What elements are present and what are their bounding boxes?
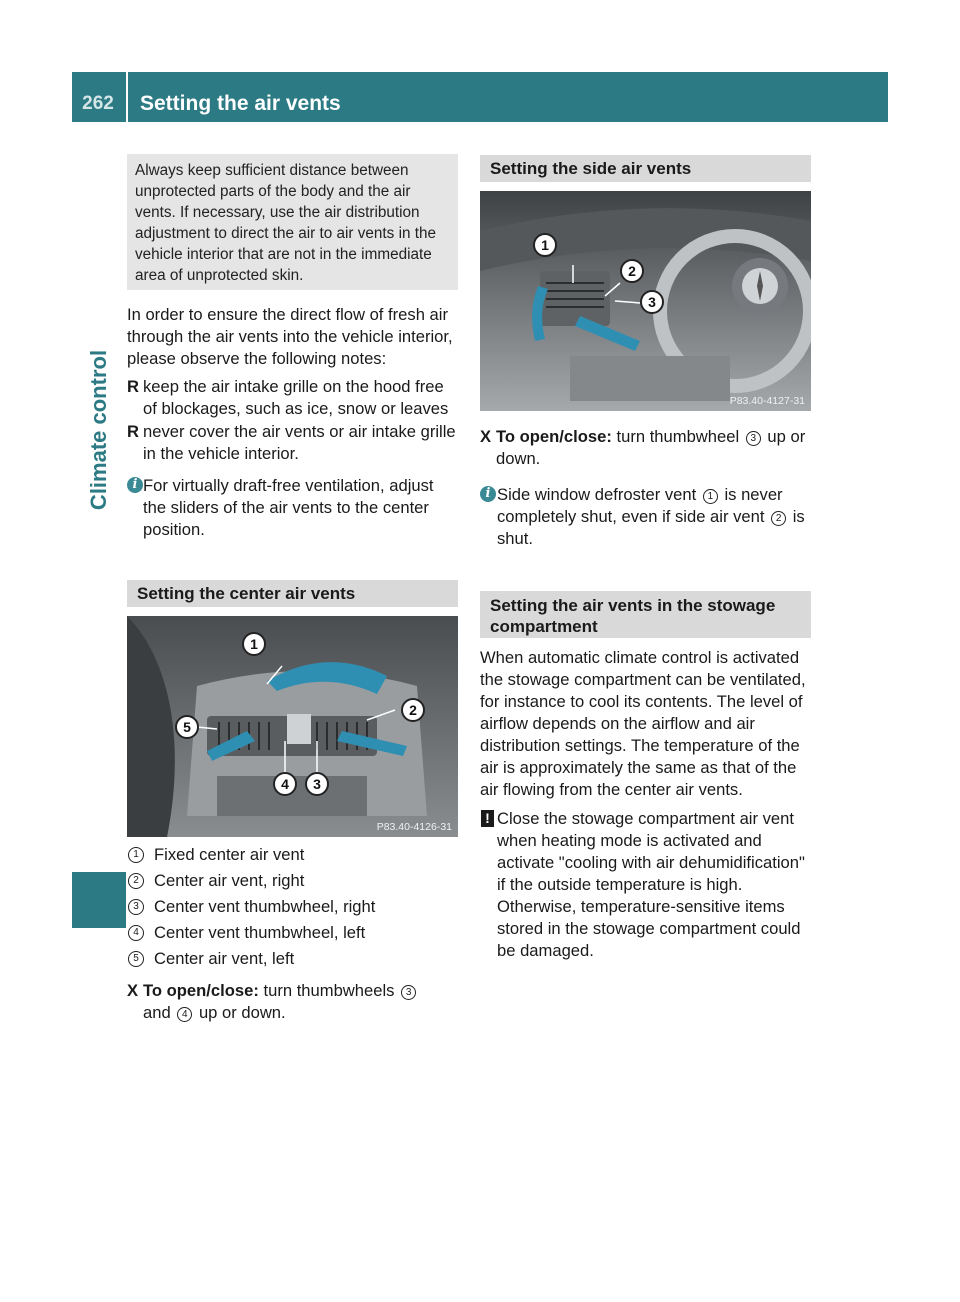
info-text: Side window defroster vent xyxy=(497,485,697,504)
stowage-heading: Setting the air vents in the stowage compartment xyxy=(480,591,811,638)
callout-1: 1 xyxy=(242,632,266,656)
legend-number: 2 xyxy=(128,873,144,889)
step-arrow-icon: X xyxy=(480,427,492,446)
callout-1: 1 xyxy=(533,233,557,257)
ref-1: 1 xyxy=(703,489,718,504)
legend-number: 5 xyxy=(128,951,144,967)
legend-item xyxy=(128,948,458,970)
info-icon: i xyxy=(480,486,496,502)
legend-number: 4 xyxy=(128,925,144,941)
side-tab-text: Climate control xyxy=(86,349,112,511)
ref-3: 3 xyxy=(746,431,761,446)
bullet-text: never cover the air vents or air intake grille in the vehicle interior. xyxy=(143,422,456,463)
side-step xyxy=(480,426,812,470)
ref-4: 4 xyxy=(177,1007,192,1022)
figure-code: P83.40-4127-31 xyxy=(729,395,805,407)
step-label: To open/close: xyxy=(496,427,612,446)
callout-5: 5 xyxy=(175,715,199,739)
callout-4: 4 xyxy=(273,772,297,796)
info-text: is never completely shut, even if side air vent xyxy=(497,485,783,526)
step-text: up or down. xyxy=(496,427,806,468)
side-tab-label xyxy=(86,300,112,560)
step-text: turn thumbwheel xyxy=(616,427,740,446)
legend-item xyxy=(128,844,458,866)
bullet-icon: R xyxy=(127,377,139,396)
center-vents-figure xyxy=(127,616,458,837)
page-title: Setting the air vents xyxy=(140,92,341,115)
step-text: and xyxy=(143,1003,171,1022)
ref-2: 2 xyxy=(771,511,786,526)
info-icon: i xyxy=(127,477,143,493)
figure-code: P83.40-4126-31 xyxy=(376,821,452,833)
legend-text: Center vent thumbwheel, right xyxy=(154,897,376,916)
legend-number: 1 xyxy=(128,847,144,863)
header-divider xyxy=(126,72,128,122)
legend-item xyxy=(128,896,458,918)
stowage-paragraph: When automatic climate control is activated the stowage compartment can be ventilated, for instance to cool its contents. The level of airflow depends on the airflow and air distribution settings. The temperature of the air is approximately the same as that of the air flowing from the center air vents. xyxy=(480,648,806,799)
page-number: 262 xyxy=(82,93,114,114)
bullet-item xyxy=(127,421,459,465)
bullet-icon: R xyxy=(127,422,139,441)
bullet-text: keep the air intake grille on the hood free of blockages, such as ice, snow or leaves xyxy=(143,377,449,418)
callout-3: 3 xyxy=(640,290,664,314)
ref-3: 3 xyxy=(401,985,416,1000)
info-note-left: For virtually draft-free ventilation, adjust the sliders of the air vents to the center position. xyxy=(143,476,434,539)
bullet-item xyxy=(127,376,459,420)
header-bar xyxy=(72,72,888,122)
legend-text: Center air vent, right xyxy=(154,871,305,890)
safety-note-text: Always keep sufficient distance between unprotected parts of the body and the air vents. If necessary, use the air distribution adjustment to direct the air to air vents in the vehicle interior that are not in the immediate area of unprotected skin. xyxy=(135,162,436,284)
center-step xyxy=(127,980,459,1024)
intro-paragraph: In order to ensure the direct flow of fresh air through the air vents into the vehicle interior, please observe the following notes: xyxy=(127,305,453,368)
step-label: To open/close: xyxy=(143,981,259,1000)
callout-2: 2 xyxy=(620,259,644,283)
center-vents-heading: Setting the center air vents xyxy=(127,580,458,607)
side-vents-heading: Setting the side air vents xyxy=(480,155,811,182)
step-text: turn thumbwheels xyxy=(263,981,395,1000)
legend-text: Fixed center air vent xyxy=(154,845,305,864)
side-vents-figure xyxy=(480,191,811,411)
safety-note-box xyxy=(127,154,458,290)
callout-3: 3 xyxy=(305,772,329,796)
legend-text: Center vent thumbwheel, left xyxy=(154,923,366,942)
step-text: up or down. xyxy=(198,1003,286,1022)
legend-item xyxy=(128,870,458,892)
legend-number: 3 xyxy=(128,899,144,915)
warning-note: Close the stowage compartment air vent when heating mode is activated and activate "cooling with air dehumidification" if the outside temperature is high. Otherwise, temperature-sensitive items stored in the stowage compartment could be damaged. xyxy=(497,809,805,960)
legend-item xyxy=(128,922,458,944)
info-note-right xyxy=(497,484,812,550)
side-tab-marker xyxy=(72,872,126,928)
info-text: is shut. xyxy=(497,507,805,548)
callout-2: 2 xyxy=(401,698,425,722)
legend-text: Center air vent, left xyxy=(154,949,295,968)
step-arrow-icon: X xyxy=(127,981,139,1000)
warning-icon: ! xyxy=(481,810,494,827)
